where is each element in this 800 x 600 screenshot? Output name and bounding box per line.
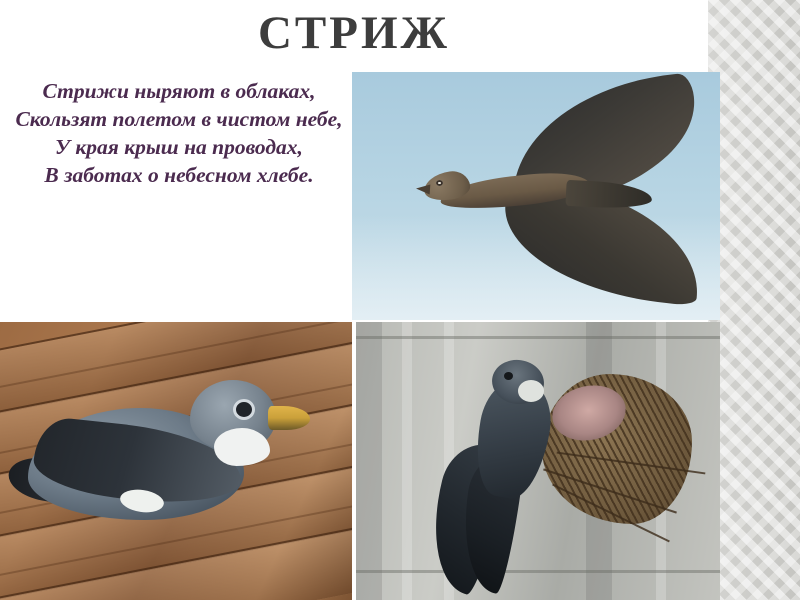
swift-eye	[436, 180, 443, 186]
swift-tail	[565, 180, 652, 210]
fledgling-throat	[214, 428, 270, 466]
nest-swift-eye	[504, 372, 513, 380]
swift-nest-photo	[356, 322, 720, 600]
poem-line: У края крыш на проводах,	[55, 134, 303, 159]
right-edge-pattern-overlay	[708, 0, 800, 600]
wall-seam	[356, 336, 720, 339]
swift-flying-photo	[352, 72, 720, 320]
poem-text	[14, 78, 344, 190]
page-title: СТРИЖ	[257, 7, 451, 59]
poem-line: Стрижи ныряют в облаках,	[42, 79, 316, 103]
swift-beak	[416, 184, 431, 195]
wall-seam	[356, 570, 720, 573]
swift-fledgling-photo	[0, 322, 352, 600]
right-edge-pattern	[708, 0, 800, 600]
wall-streak	[402, 322, 412, 600]
nest-swift-throat	[518, 380, 544, 402]
fledgling-eye	[236, 402, 252, 417]
wall-shading	[356, 322, 382, 600]
poem-line: В заботах о небесном хлебе.	[44, 162, 314, 187]
poem-line: Скользят полетом в чистом небе,	[15, 106, 343, 131]
